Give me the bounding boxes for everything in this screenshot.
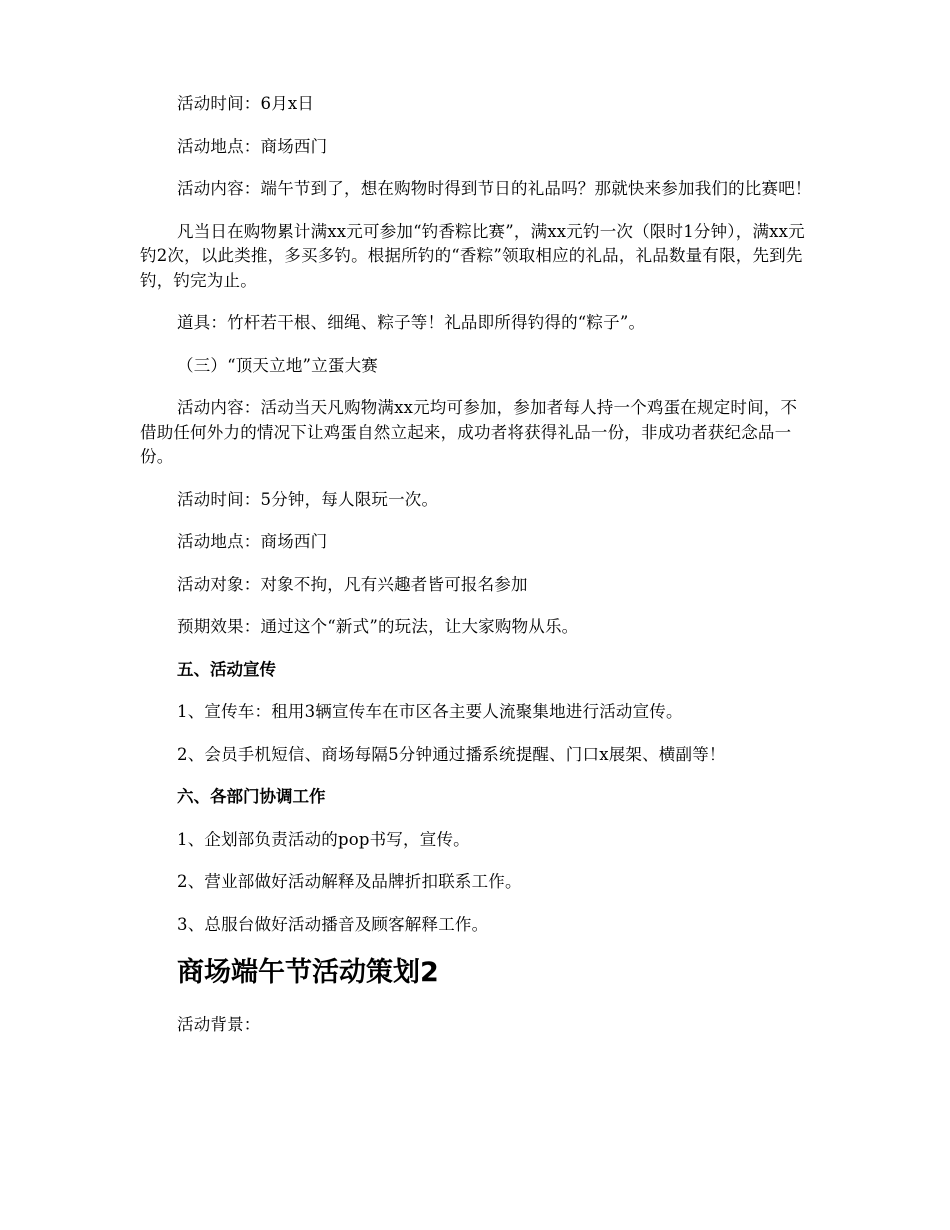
heading-coordination: 六、各部门协调工作 (177, 787, 326, 806)
paragraph-promotion-car: 1、宣传车：租用3辆宣传车在市区各主要人流聚集地进行活动宣传。 (177, 702, 683, 721)
document-title-2: 商场端午节活动策划2 (177, 957, 439, 988)
paragraph-fishing-rules: 凡当日在购物累计满xx元可参加“钓香粽比赛”，满xx元钓一次（限时1分钟），满xx元钓2次，以此类推，多买多钓。根据所钓的“香粽”领取相应的礼品，礼品数量有限，先到先钓，钓完为止。 (140, 221, 805, 290)
paragraph-egg-time: 活动时间：5分钟，每人限玩一次。 (177, 489, 439, 509)
paragraph-activity-background: 活动背景： (177, 1015, 261, 1034)
heading-promotion: 五、活动宣传 (177, 659, 276, 679)
paragraph-service-desk: 3、总服台做好活动播音及顾客解释工作。 (177, 914, 489, 934)
paragraph-expected-effect: 预期效果：通过这个“新式”的玩法，让大家购物从乐。 (177, 617, 579, 636)
paragraph-activity-location: 活动地点：商场西门 (177, 136, 328, 156)
paragraph-egg-audience: 活动对象：对象不拘，凡有兴趣者皆可报名参加 (177, 574, 528, 594)
paragraph-planning-dept: 1、企划部负责活动的pop书写，宣传。 (177, 829, 470, 849)
paragraph-promotion-sms: 2、会员手机短信、商场每隔5分钟通过播系统提醒、门口x展架、横副等！ (177, 744, 726, 764)
paragraph-egg-content: 活动内容：活动当天凡购物满xx元均可参加，参加者每人持一个鸡蛋在规定时间，不借助任何外力的情况下让鸡蛋自然立起来，成功者将获得礼品一份，非成功者获纪念品一份。 (140, 398, 798, 466)
paragraph-activity-content: 活动内容：端午节到了，想在购物时得到节日的礼品吗？那就快来参加我们的比赛吧！ (177, 179, 812, 198)
paragraph-activity-time: 活动时间：6月x日 (177, 94, 315, 113)
paragraph-egg-location: 活动地点：商场西门 (177, 532, 328, 551)
paragraph-props: 道具：竹杆若干根、细绳、粽子等！礼品即所得钓得的“粽子”。 (177, 313, 646, 332)
subheading-egg-contest: （三）“顶天立地”立蛋大赛 (177, 355, 378, 375)
paragraph-sales-dept: 2、营业部做好活动解释及品牌折扣联系工作。 (177, 872, 522, 891)
document-page (140, 92, 812, 1056)
